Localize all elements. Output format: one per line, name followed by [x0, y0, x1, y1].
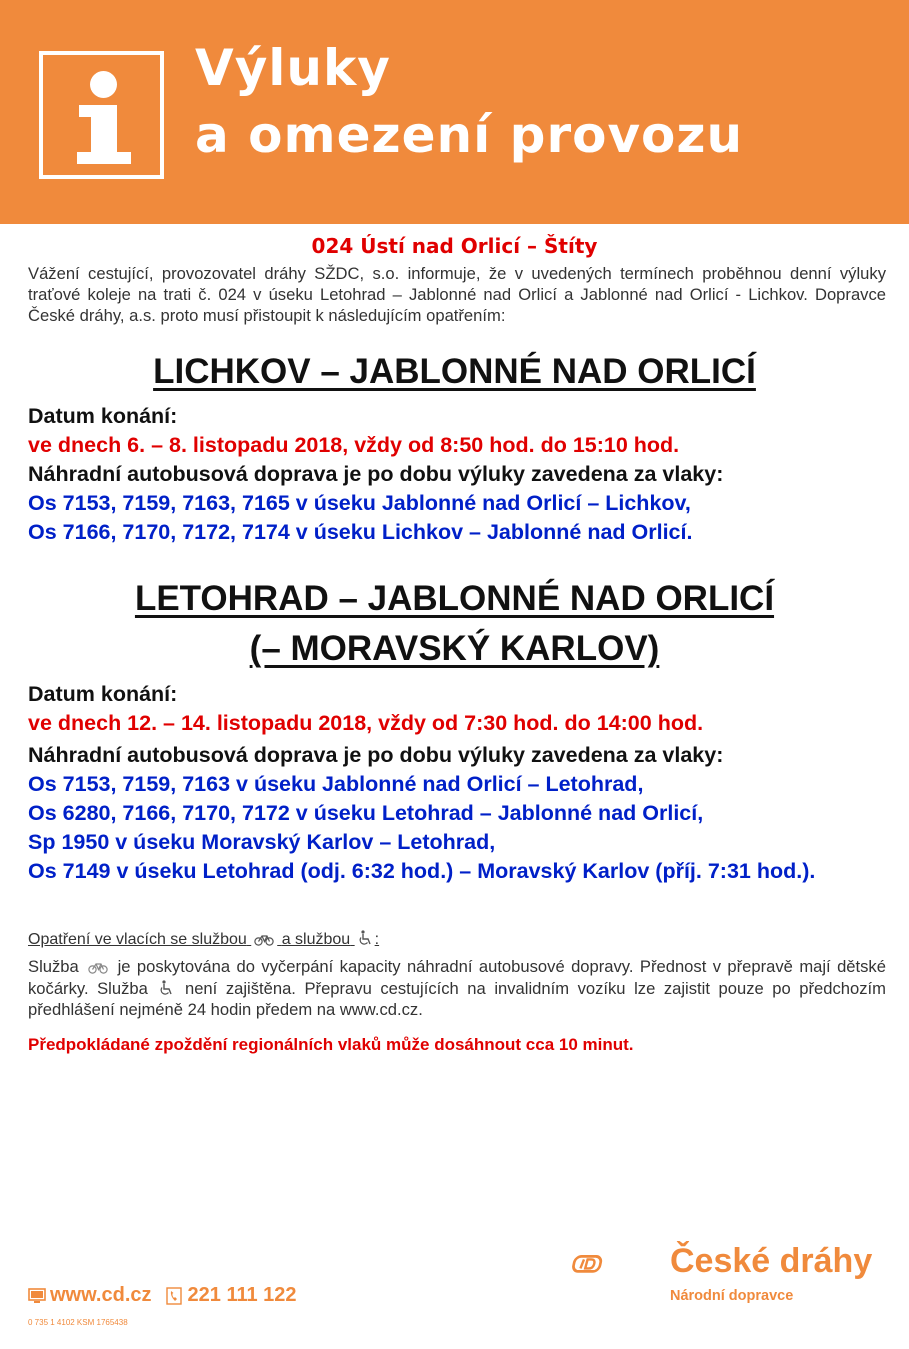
monitor-icon [28, 1288, 46, 1304]
page-title-line2: a omezení provozu [195, 106, 744, 164]
measures-text-part: je poskytována do vyčerpání kapacity náhradní autobusové dopravy. Přednost v přepravě mají dětské kočárky. Služba [28, 957, 886, 998]
info-icon [39, 51, 164, 179]
footer-phone[interactable]: 221 111 122 [187, 1284, 297, 1306]
section1-bus-label: Náhradní autobusová doprava je po dobu výluky zavedena za vlaky: [28, 462, 724, 486]
section1-train-item: Os 7153, 7159, 7163, 7165 v úseku Jablonné nad Orlicí – Lichkov, [28, 491, 691, 515]
wheelchair-icon [159, 980, 173, 996]
footer-website[interactable]: www.cd.cz [50, 1284, 152, 1306]
measures-title-text: Opatření ve vlacích se službou [28, 931, 247, 948]
section2-train-item: Os 7149 v úseku Letohrad (odj. 6:32 hod.) – Moravský Karlov (příj. 7:31 hod.). [28, 859, 816, 883]
brand-subtitle: Národní dopravce [670, 1288, 794, 1304]
section2-heading-line2: (– MORAVSKÝ KARLOV) [249, 629, 660, 668]
section1-details [28, 402, 888, 547]
section2-details [28, 680, 888, 886]
footer-code: 0 735 1 4102 KSM 1765438 [28, 1318, 128, 1327]
measures-text-part: není zajištěna. Přepravu cestujících na invalidním vozíku lze zajistit pouze po předchozím předhlášení nejméně 24 hodin předem na www.cd.cz. [28, 978, 886, 1019]
section2-date-label: Datum konání: [28, 682, 178, 706]
page-title [195, 35, 743, 169]
wheelchair-icon [358, 930, 372, 946]
section2-train-item: Os 7153, 7159, 7163 v úseku Jablonné nad Orlicí – Letohrad, [28, 772, 644, 796]
section2-date: ve dnech 12. – 14. listopadu 2018, vždy od 7:30 hod. do 14:00 hod. [28, 711, 704, 735]
header-banner [0, 0, 909, 224]
measures-text-part: Služba [28, 957, 79, 976]
bicycle-icon [88, 961, 108, 974]
measures-text [28, 956, 886, 1021]
measures-title-text: : [374, 931, 380, 948]
route-title: 024 Ústí nad Orlicí – Štíty [311, 234, 598, 258]
footer-contacts [28, 1284, 297, 1307]
cd-logo-icon [572, 1236, 668, 1296]
section1-date-label: Datum konání: [28, 404, 178, 428]
intro-text: Vážení cestující, provozovatel dráhy SŽDC, s.o. informuje, že v uvedených termínech proběhnou denní výluky traťové koleje na trati č. 024 v úseku Letohrad – Jablonné nad Orlicí a Jablonné nad Orlicí - Lichkov. Dopravce České dráhy, a.s. proto musí přistoupit k následujícím opatřením: [28, 264, 886, 325]
phone-icon [166, 1287, 182, 1305]
page-title-line1: Výluky [195, 39, 391, 97]
measures-title [28, 930, 379, 949]
section2-heading-line1: LETOHRAD – JABLONNÉ NAD ORLICÍ [134, 579, 775, 618]
section1-date: ve dnech 6. – 8. listopadu 2018, vždy od 8:50 hod. do 15:10 hod. [28, 433, 680, 457]
section1-train-item: Os 7166, 7170, 7172, 7174 v úseku Lichkov – Jablonné nad Orlicí. [28, 520, 693, 544]
section1-heading: LICHKOV – JABLONNÉ NAD ORLICÍ [153, 352, 756, 391]
section2-train-item: Sp 1950 v úseku Moravský Karlov – Letohrad, [28, 830, 496, 854]
bicycle-icon [254, 933, 274, 946]
section2-bus-label: Náhradní autobusová doprava je po dobu výluky zavedena za vlaky: [28, 743, 724, 767]
measures-title-text: a službou [281, 931, 351, 948]
brand-name: České dráhy [670, 1242, 873, 1280]
delay-warning: Předpokládané zpoždění regionálních vlaků může dosáhnout cca 10 minut. [28, 1035, 634, 1054]
section2-train-item: Os 6280, 7166, 7170, 7172 v úseku Letohrad – Jablonné nad Orlicí, [28, 801, 704, 825]
